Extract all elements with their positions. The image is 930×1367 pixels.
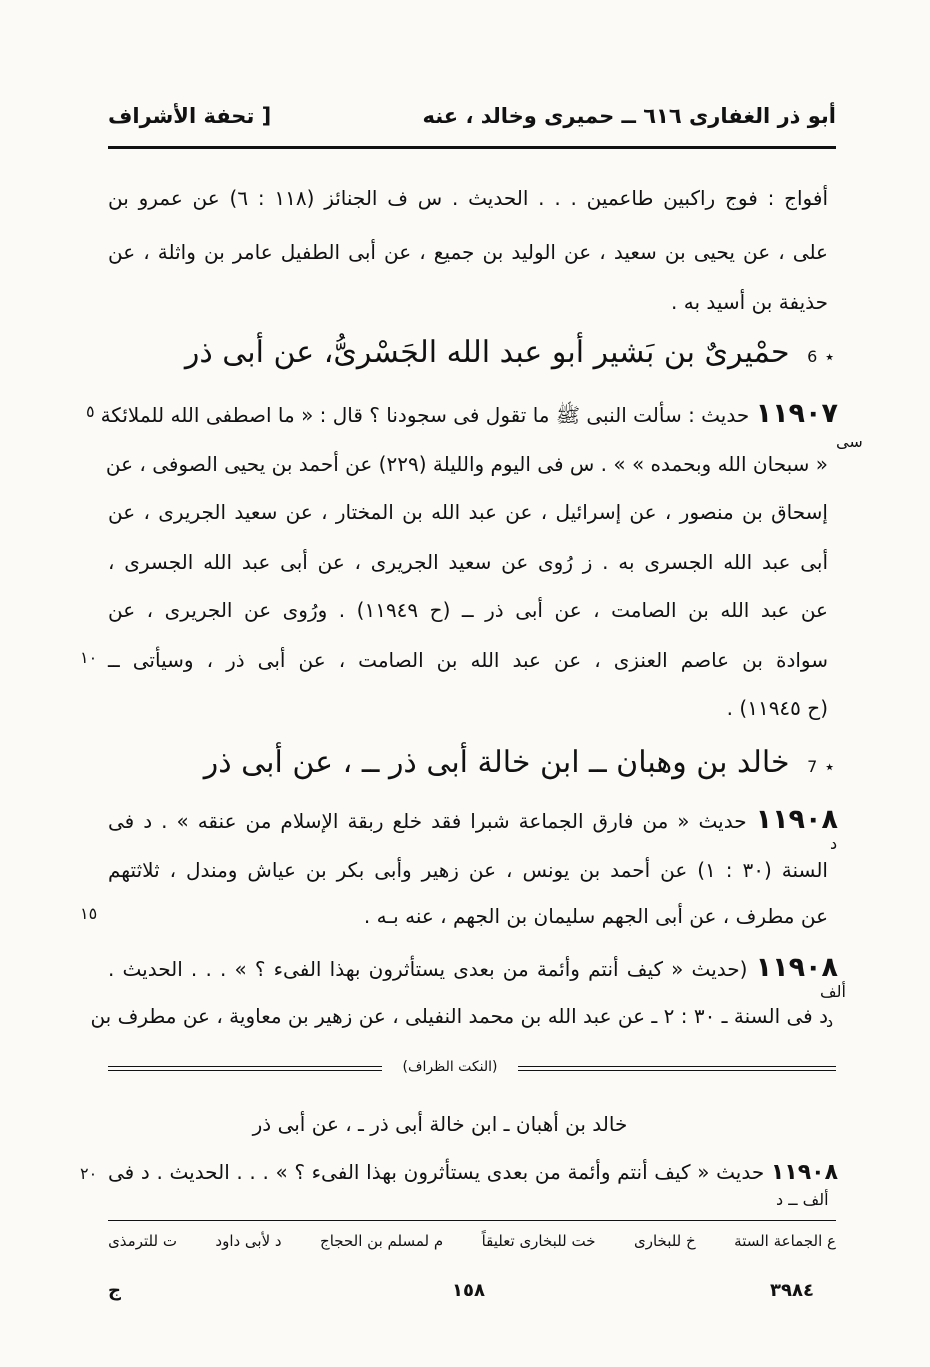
text-line: حذيفة بن أسيد به .: [671, 290, 828, 314]
text-line: أفواج : فوج راكبين طاعمين . . . الحديث . س ف الجنائز (١١٨ : ٦) عن عمرو بن: [108, 186, 829, 210]
margin-line-number: ١٥: [80, 904, 98, 923]
text-line: (ح ١١٩٤٥) .: [726, 696, 828, 720]
text-line: عن عبد الله بن الصامت ، عن أبى ذر ــ (ح ١١٩٤٩) . ورُوى عن الجريرى ، عن: [108, 598, 828, 622]
nukat-label: (النكت الظراف): [382, 1056, 518, 1078]
hadith-number: ١١٩٠٨: [755, 952, 839, 983]
margin-line-number: ٢٠: [80, 1164, 98, 1183]
section-heading-6: [185, 335, 834, 370]
margin-siglum: د: [830, 834, 838, 853]
page-number: ١٥٨: [452, 1280, 485, 1301]
section-heading-7: [204, 745, 834, 780]
nukat-siglum: ألف ــ د: [776, 1190, 829, 1209]
section-number: 6: [807, 347, 818, 366]
hadith-text: (حديث « كيف أنتم وأئمة من بعدى يستأثرون بهذا الفىء ؟ » . . . الحديث .: [108, 957, 748, 981]
running-header: [108, 104, 836, 140]
text-line: أبى عبد الله الجسرى به . ز رُوى عن سعيد الجريرى ، عن أبى عبد الله الجسرى ،: [108, 550, 828, 574]
hadith-first-line: [108, 952, 838, 983]
hadith-text: حديث « كيف أنتم وأئمة من بعدى يستأثرون بهذا الفىء ؟ » . . . الحديث . د فى: [108, 1160, 765, 1184]
text-line: سوادة بن عاصم العنزى ، عن عبد الله بن الصامت ، عن أبى ذر ، وسيأتى ــ: [108, 648, 828, 672]
margin-line-number: ٥: [86, 402, 95, 421]
abbreviation: د لأبى داود: [215, 1232, 282, 1250]
section-title: حمْيرىٌ بن بَشير أبو عبد الله الجَسْرىُّ، عن أبى ذر: [184, 335, 790, 370]
abbreviation: ع الجماعة الستة: [734, 1232, 836, 1250]
hadith-text: حديث « من فارق الجماعة شبرا فقد خلع ربقة الإسلام من عنقه » . د فى: [108, 809, 747, 833]
text-line: على ، عن يحيى بن سعيد ، عن الوليد بن جميع ، عن أبى الطفيل عامر بن واثلة ، عن: [108, 240, 828, 264]
text-line: د فى السنة ـ ٣٠ : ٢ ـ عن عبد الله بن محمد النفيلى ، عن زهير بن معاوية ، عن مطرف بن: [90, 1004, 828, 1028]
nukat-line: [108, 1160, 838, 1185]
abbreviation: م لمسلم بن الحجاج: [320, 1232, 444, 1250]
text-line: إسحاق بن منصور ، عن إسرائيل ، عن عبد الله بن المختار ، عن سعيد الجريرى ، عن: [108, 500, 828, 524]
hadith-number: ١١٩٠٧: [755, 398, 838, 429]
hadith-first-line: [108, 804, 838, 835]
hadith-number: ١١٩٠٨: [770, 1160, 839, 1185]
header-rule: [108, 146, 836, 149]
section-number: 7: [807, 757, 818, 776]
footer-rule: [108, 1220, 836, 1221]
margin-siglum: سى: [836, 432, 863, 451]
margin-line-number: ١٠: [80, 648, 98, 667]
volume-page-number: ٣٩٨٤: [770, 1280, 814, 1301]
abbreviation: ت للترمذى: [108, 1232, 177, 1250]
section-title: خالد بن وهبان ــ ابن خالة أبى ذر ــ ، عن أبى ذر: [203, 745, 790, 780]
hadith-number: ١١٩٠٨: [755, 804, 838, 835]
text-line: « سبحان الله وبحمده » » . س فى اليوم والليلة (٢٢٩) عن أحمد بن يحيى الصوفى ، عن: [105, 452, 828, 476]
abbreviation: خ للبخارى: [633, 1232, 696, 1250]
margin-siglum: ألف: [820, 982, 846, 1001]
nukat-title: خالد بن أهبان ـ ابن خالة أبى ذر ـ ، عن أبى ذر: [252, 1112, 628, 1136]
header-book-title: [ تحفة الأشراف: [108, 104, 272, 128]
section-star: ٭: [825, 757, 834, 776]
abbreviation: خت للبخارى تعليقاً: [481, 1232, 596, 1250]
text-line: عن مطرف ، عن أبى الجهم سليمان بن الجهم ، عنه بـه .: [363, 904, 828, 928]
signature-mark: ج: [108, 1280, 121, 1301]
section-star: ٭: [825, 347, 834, 366]
text-line: السنة (٣٠ : ١) عن أحمد بن يونس ، عن زهير وأبى بكر بن عياش ومندل ، ثلاثتهم: [108, 858, 828, 882]
margin-siglum: د: [826, 1012, 834, 1031]
hadith-first-line: [100, 398, 838, 432]
hadith-text: حديث : سألت النبى ﷺ ما تقول فى سجودنا ؟ قال : « ما اصطفى الله للملائكة: [100, 403, 750, 427]
abbreviation-key: [108, 1232, 836, 1250]
header-chapter: أبو ذر الغفارى ٦١٦ ــ حميرى وخالد ، عنه: [422, 104, 836, 128]
